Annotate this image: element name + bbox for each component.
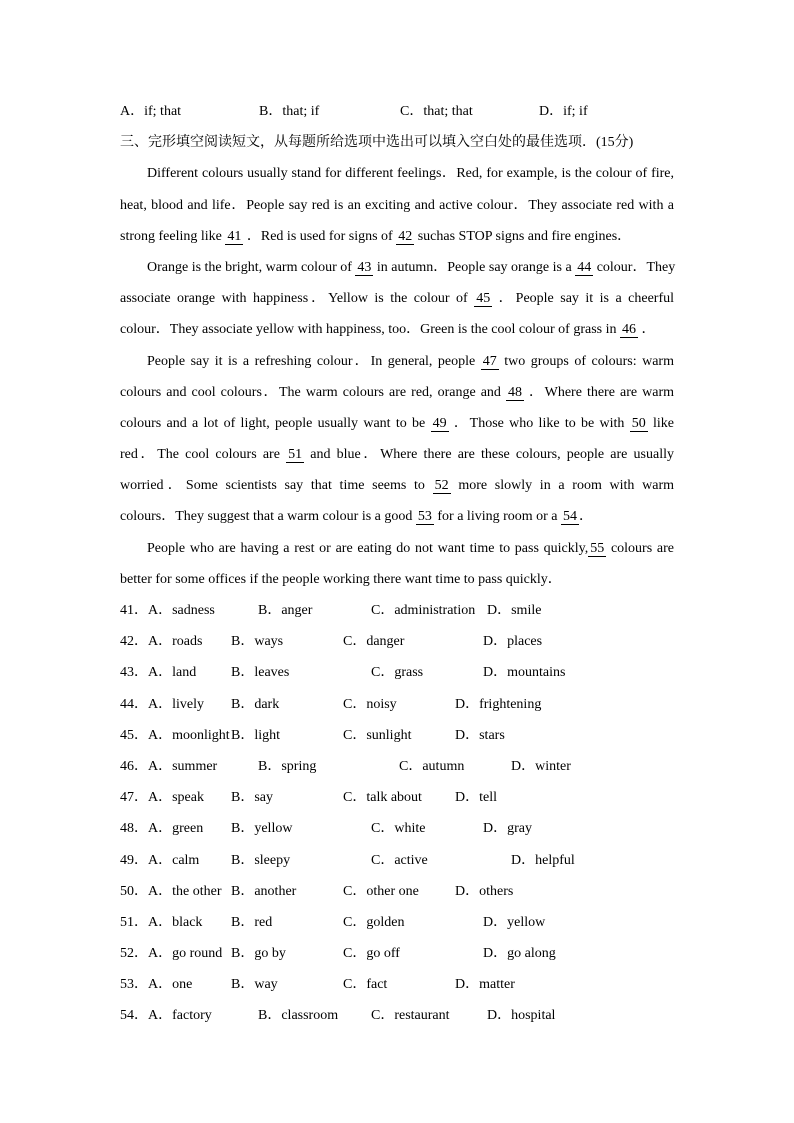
option-a: A．black — [148, 914, 203, 930]
passage-paragraph — [120, 158, 674, 252]
question-row-54 — [120, 1000, 674, 1031]
option-a: A．moonlight — [148, 727, 230, 743]
question-number: 46． — [120, 758, 148, 774]
passage-text: and blue．Where there are these colours, people are usually — [304, 447, 674, 463]
option-b: B．say — [231, 790, 273, 806]
passage-text: Different colours usually stand for different feelings．Red, for example, is the colour of fire, — [147, 166, 674, 182]
question-row-50 — [120, 876, 674, 907]
passage-text: People say it is a refreshing colour．In general, people — [147, 353, 481, 369]
passage-text: ． — [579, 509, 594, 525]
option-a: A．one — [148, 977, 193, 993]
blank-48: 48 — [508, 384, 522, 400]
option-a: A．lively — [148, 696, 204, 712]
option-b: B．light — [231, 727, 281, 743]
option-d: D．matter — [455, 977, 515, 993]
option-b: B．ways — [231, 634, 284, 650]
passage-text: Orange is the bright, warm colour of — [147, 259, 356, 275]
option-b: B．classroom — [258, 1008, 339, 1024]
passage-text: People who are having a rest or are eating do not want time to pass quickly, — [147, 540, 589, 556]
passage-text: colours and a lot of light, people usually want to be — [120, 415, 431, 431]
option-c: C．sunlight — [343, 727, 412, 743]
question-row-47 — [120, 782, 674, 813]
option-d: D．tell — [455, 790, 497, 806]
question-row-46 — [120, 751, 674, 782]
passage-text: more slowly in a room with warm — [450, 478, 674, 494]
question-row-52 — [120, 938, 674, 969]
passage-text: colour．They associate yellow with happiness, too．Green is the cool colour of grass in — [120, 322, 620, 338]
option-c: C．noisy — [343, 696, 397, 712]
option-c: C．administration — [371, 603, 476, 618]
blank-52: 52 — [434, 478, 449, 494]
question-number: 42． — [120, 634, 148, 650]
passage-line — [120, 501, 674, 532]
option-c: C．other one — [343, 883, 419, 899]
passage-line — [120, 221, 674, 252]
question-number: 43． — [120, 665, 148, 681]
option-c: C．fact — [343, 977, 388, 993]
option-c: C．golden — [343, 914, 405, 930]
option-a: A．roads — [148, 634, 203, 650]
question-number: 51． — [120, 914, 148, 930]
passage-line — [120, 190, 674, 221]
passage-text: ． — [638, 322, 656, 338]
question-number: 54． — [120, 1008, 148, 1024]
passage-line — [120, 439, 674, 470]
option-c: C．autumn — [399, 758, 465, 774]
option-d: D．if; if — [539, 104, 588, 119]
option-d: D．helpful — [511, 852, 575, 868]
option-b: B．way — [231, 977, 278, 993]
passage-line — [120, 377, 674, 408]
blank-45: 45 — [476, 291, 491, 307]
option-d: D．go along — [483, 946, 556, 962]
blank-41: 41 — [227, 228, 242, 244]
option-a: A．sadness — [148, 603, 215, 618]
option-b: B．red — [231, 914, 273, 930]
option-d: D．yellow — [483, 914, 546, 930]
question-number: 49． — [120, 852, 148, 868]
passage-line — [120, 346, 674, 377]
question-number: 50． — [120, 883, 148, 899]
passage-text: two groups of colours: warm — [498, 353, 674, 369]
question-number: 41． — [120, 603, 148, 618]
blank-49: 49 — [432, 415, 447, 431]
option-c: C．grass — [371, 665, 424, 681]
option-b: B．spring — [258, 758, 317, 774]
passage-text: colour．They — [593, 259, 676, 275]
passage-text: associate orange with happiness．Yellow is the colour of — [120, 291, 475, 307]
option-d: D．winter — [511, 758, 571, 774]
option-a: A．factory — [148, 1008, 212, 1024]
question-row-53 — [120, 969, 674, 1000]
option-a: A．calm — [148, 852, 200, 868]
option-b: B．leaves — [231, 665, 290, 681]
option-b: B．anger — [258, 603, 313, 618]
option-d: D．stars — [455, 727, 505, 743]
option-b: B．dark — [231, 696, 280, 712]
question-number: 48． — [120, 821, 148, 837]
passage-text: better for some offices if the people working there want time to pass quickly． — [120, 571, 562, 587]
section-heading: 三、完形填空阅读短文，从每题所给选项中选出可以填入空白处的最佳选项．(15分) — [120, 135, 634, 151]
passage-line — [120, 533, 674, 564]
option-d: D．hospital — [487, 1008, 556, 1024]
passage-line — [120, 283, 674, 314]
option-d: D．frightening — [455, 696, 542, 712]
option-a: A．green — [148, 821, 204, 837]
passage-text: colours are — [606, 540, 674, 556]
option-c: C．restaurant — [371, 1008, 450, 1024]
passage-line — [120, 408, 674, 439]
passage — [120, 158, 674, 595]
passage-text: ．People say it is a cheerful — [492, 291, 675, 307]
option-d: D．gray — [483, 821, 532, 837]
page-content — [120, 96, 674, 1032]
question-row-44 — [120, 689, 674, 720]
question-row-51 — [120, 907, 674, 938]
option-d: D．mountains — [483, 665, 566, 681]
passage-text: worried．Some scientists say that time seems to — [120, 478, 433, 494]
blank-47: 47 — [482, 353, 497, 369]
blank-44: 44 — [577, 259, 592, 275]
option-b: B．yellow — [231, 821, 293, 837]
blank-46: 46 — [622, 322, 636, 338]
passage-paragraph — [120, 346, 674, 533]
question-row-49 — [120, 845, 674, 876]
passage-text: like — [647, 415, 675, 431]
question-number: 47． — [120, 790, 148, 806]
passage-text: suchas STOP signs and fire engines． — [414, 228, 632, 244]
passage-text: strong feeling like — [120, 228, 226, 244]
question-number: 45． — [120, 727, 148, 743]
blank-50: 50 — [631, 415, 646, 431]
passage-text: ．Those who like to be with — [448, 415, 630, 431]
passage-paragraph — [120, 533, 674, 595]
passage-text: ．Where there are warm — [524, 384, 675, 400]
option-a: A．speak — [148, 790, 204, 806]
passage-paragraph — [120, 252, 674, 346]
option-a: A．if; that — [120, 104, 182, 119]
blank-55: 55 — [590, 540, 605, 556]
option-a: A．go round — [148, 946, 223, 962]
option-c: C．active — [371, 852, 428, 868]
passage-text: colours and cool colours．The warm colours are red, orange and — [120, 384, 506, 400]
option-d: D．others — [455, 883, 514, 899]
passage-text: colours．They suggest that a warm colour is a good — [120, 509, 416, 525]
question-row-45 — [120, 720, 674, 751]
blank-42: 42 — [398, 228, 413, 244]
blank-51: 51 — [288, 447, 303, 463]
option-b: B．another — [231, 883, 297, 899]
passage-text: in autumn．People say orange is a — [373, 259, 576, 275]
option-b: B．sleepy — [231, 852, 291, 868]
question-row-43 — [120, 657, 674, 688]
passage-line — [120, 314, 674, 345]
passage-text: heat, blood and life．People say red is an exciting and active colour．They associate red with a — [120, 197, 674, 213]
option-d: D．smile — [487, 603, 542, 618]
option-b: B．go by — [231, 946, 286, 962]
question-number: 44． — [120, 696, 148, 712]
blank-53: 53 — [417, 509, 432, 525]
option-b: B．that; if — [259, 104, 320, 119]
passage-text: for a living room or a — [433, 509, 562, 525]
option-a: A．the other — [148, 883, 222, 899]
passage-text: ．Red is used for signs of — [243, 228, 397, 244]
passage-line — [120, 252, 674, 283]
passage-line — [120, 158, 674, 189]
question-list — [120, 595, 674, 1032]
option-c: C．go off — [343, 946, 400, 962]
question-row-42 — [120, 626, 674, 657]
option-c: C．danger — [343, 634, 405, 650]
blank-43: 43 — [357, 259, 372, 275]
passage-line — [120, 564, 674, 595]
question-number: 52． — [120, 946, 148, 962]
blank-54: 54 — [563, 509, 578, 525]
question-number: 53． — [120, 977, 148, 993]
previous-question-options — [120, 96, 674, 127]
question-row-41 — [120, 595, 674, 626]
option-a: A．land — [148, 665, 197, 681]
passage-text: red．The cool colours are — [120, 447, 287, 463]
passage-line — [120, 470, 674, 501]
question-row-48 — [120, 813, 674, 844]
option-c: C．white — [371, 821, 426, 837]
option-c: C．that; that — [400, 104, 473, 119]
option-c: C．talk about — [343, 790, 422, 806]
option-d: D．places — [483, 634, 543, 650]
option-a: A．summer — [148, 758, 218, 774]
